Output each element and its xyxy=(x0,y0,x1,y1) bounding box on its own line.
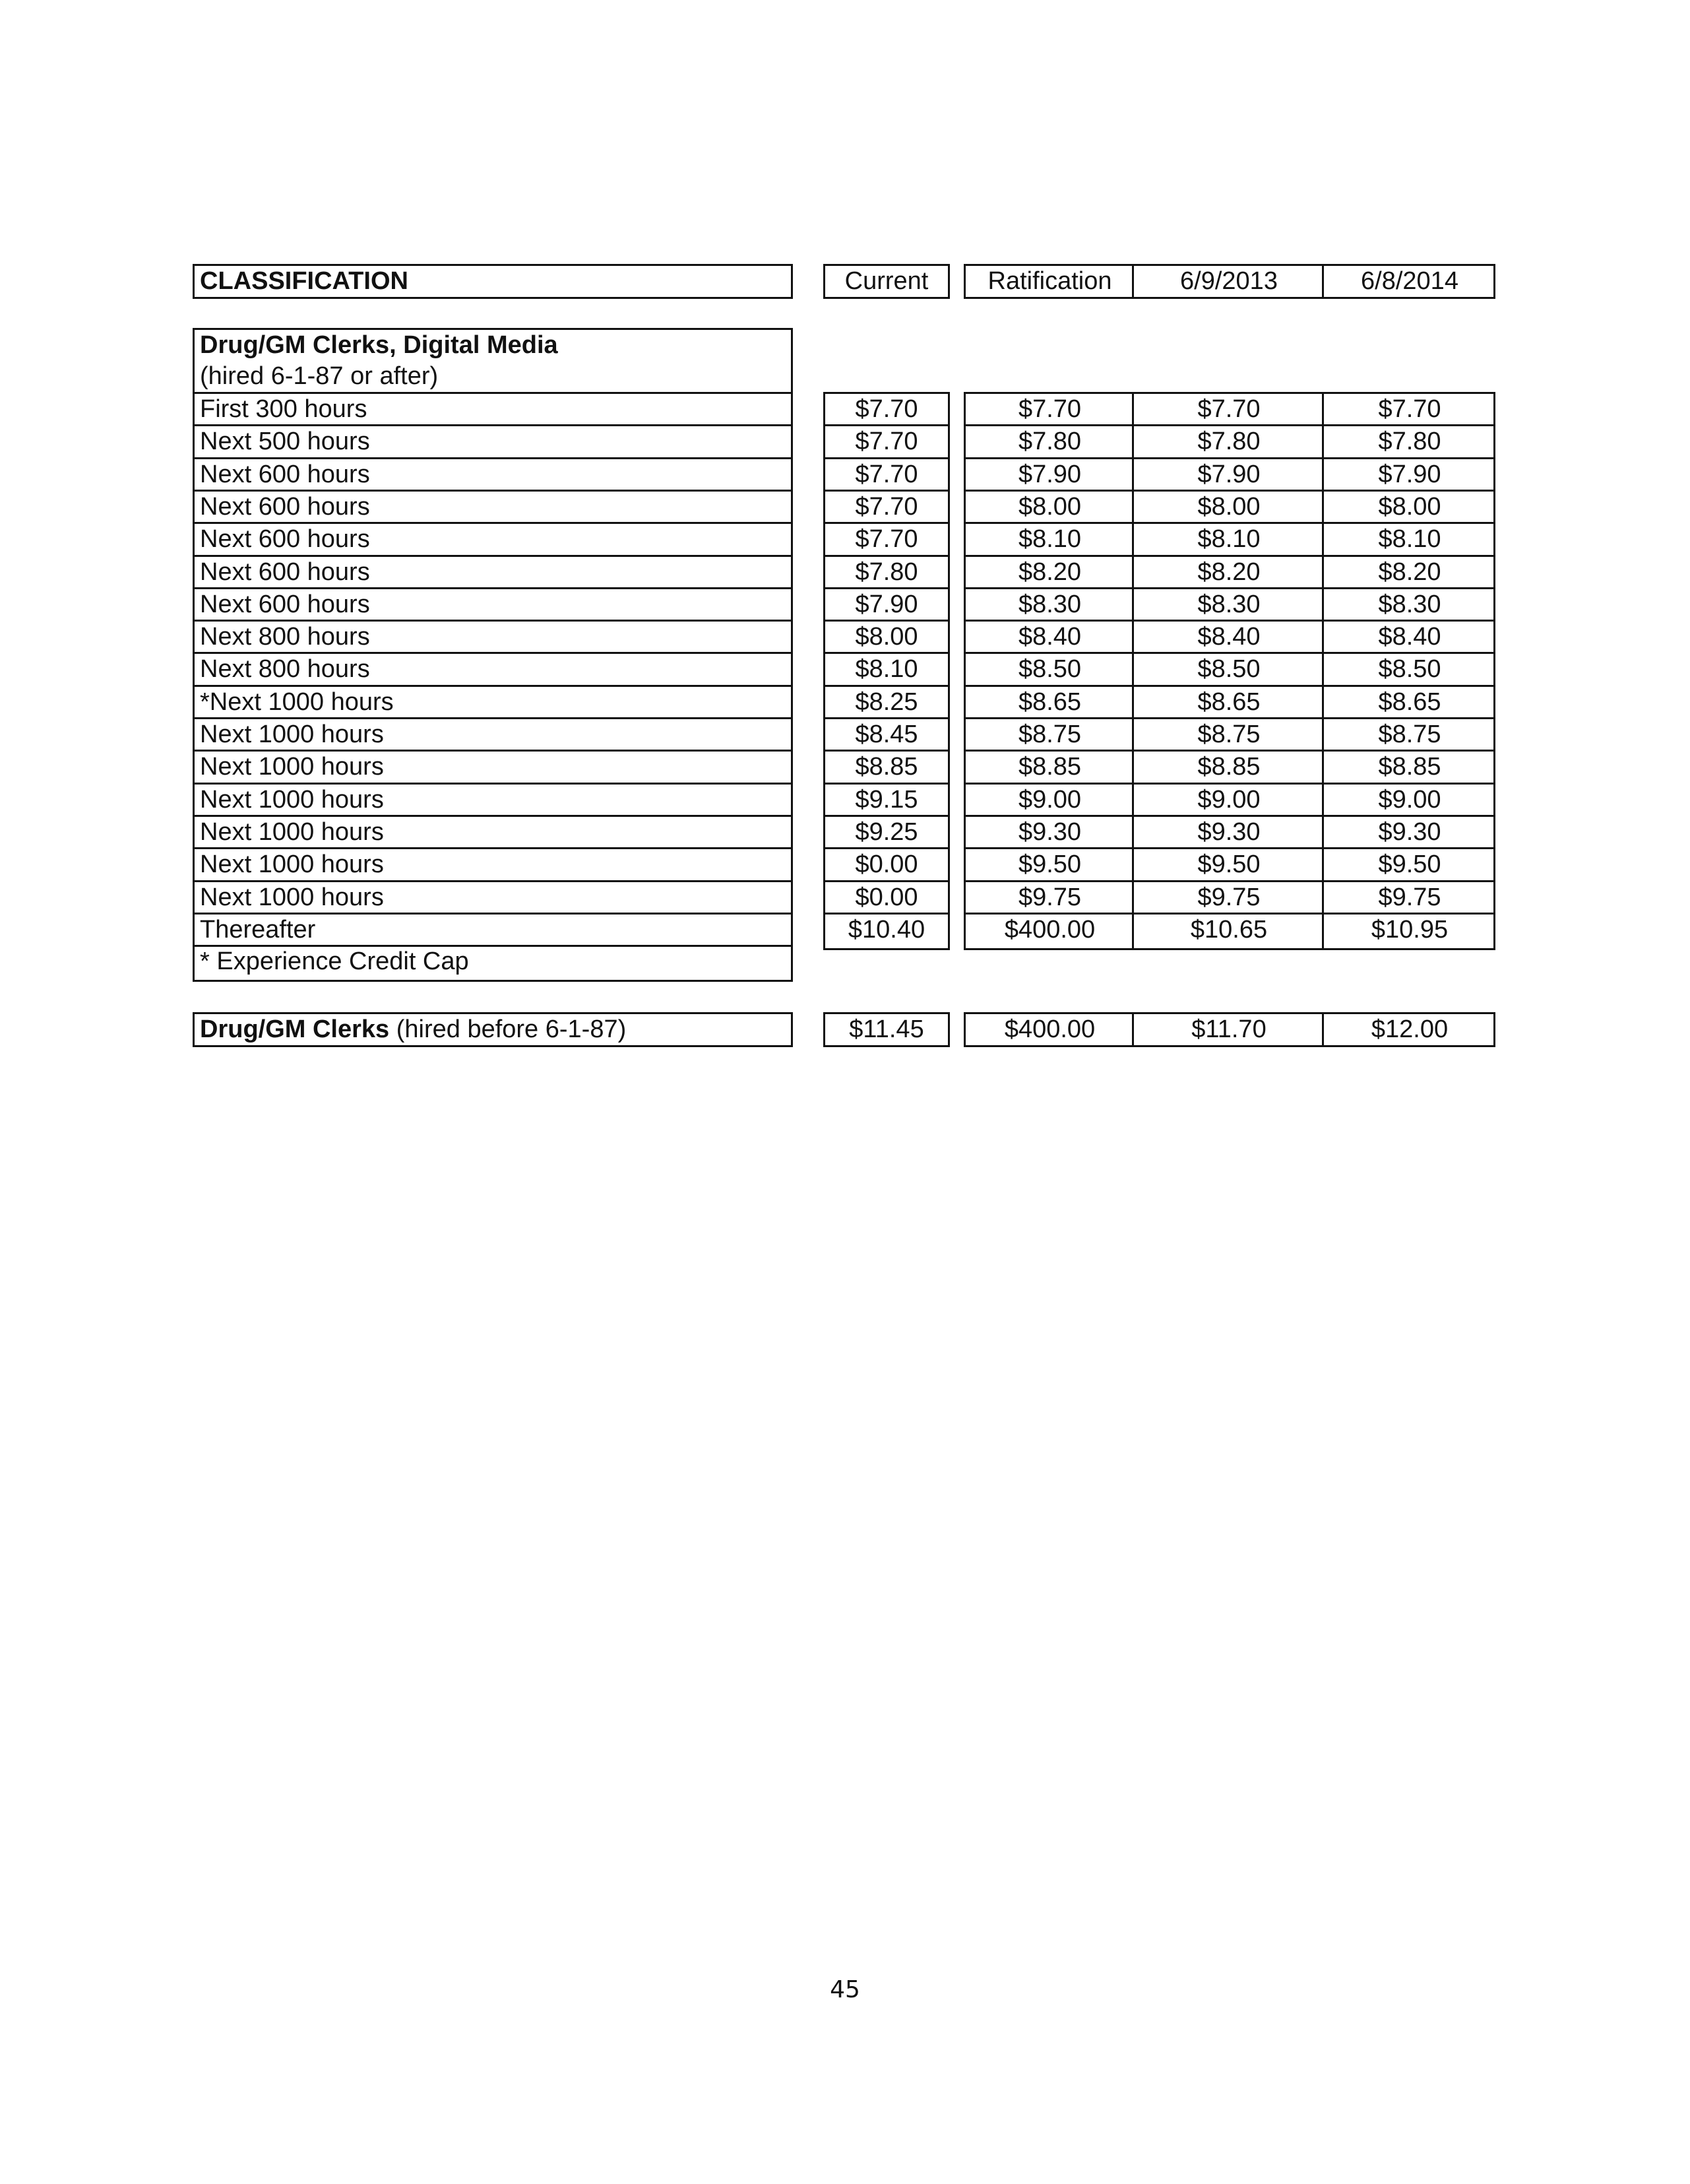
column-divider xyxy=(1322,1014,1324,1045)
rate-row-label: Next 1000 hours xyxy=(200,818,384,846)
rate-2013-value: $9.50 xyxy=(1197,851,1261,878)
current-rate-value: $8.10 xyxy=(855,655,918,683)
current-rate-value: $0.00 xyxy=(855,883,918,911)
group2-title-rest: (hired before 6-1-87) xyxy=(389,1015,627,1043)
rate-2014-value: $8.30 xyxy=(1378,591,1441,618)
rate-2014-value: $8.50 xyxy=(1378,655,1441,683)
current-rate-value: $7.70 xyxy=(855,493,918,521)
classification-header-box xyxy=(193,264,793,299)
rate-2014-value: $7.90 xyxy=(1378,461,1441,488)
date-2013-header: 6/9/2013 xyxy=(1180,267,1278,295)
rate-row-label: Next 600 hours xyxy=(200,591,370,618)
current-rate-value: $0.00 xyxy=(855,851,918,878)
current-rate-value: $7.70 xyxy=(855,525,918,553)
rate-2014-value: $8.20 xyxy=(1378,558,1441,586)
rate-row-label: Next 600 hours xyxy=(200,461,370,488)
current-rate-value: $10.40 xyxy=(848,916,925,944)
rate-row-label: Next 600 hours xyxy=(200,558,370,586)
date-headers-box xyxy=(964,264,1495,299)
ratification-rate-value: $8.10 xyxy=(1018,525,1082,553)
rate-row-label: Next 800 hours xyxy=(200,623,370,651)
current-rate-value: $9.15 xyxy=(855,786,918,814)
ratification-rate-value: $400.00 xyxy=(1004,916,1096,944)
ratification-rate-value: $8.20 xyxy=(1018,558,1082,586)
group1-current-column xyxy=(823,392,950,950)
group1-title: Drug/GM Clerks, Digital Media xyxy=(200,331,558,359)
current-rate-value: $8.85 xyxy=(855,753,918,781)
rate-2013-value: $8.40 xyxy=(1197,623,1261,651)
rate-2014-value: $7.80 xyxy=(1378,428,1441,455)
ratification-rate-value: $9.75 xyxy=(1018,883,1082,911)
rate-row-label: Next 1000 hours xyxy=(200,851,384,878)
rate-2014-value: $8.75 xyxy=(1378,721,1441,748)
rate-2013-value: $8.85 xyxy=(1197,753,1261,781)
rate-row-label: Next 1000 hours xyxy=(200,883,384,911)
ratification-rate-value: $8.85 xyxy=(1018,753,1082,781)
ratification-rate-value: $7.80 xyxy=(1018,428,1082,455)
group2-current-box xyxy=(823,1012,950,1047)
rate-2013-value: $7.90 xyxy=(1197,461,1261,488)
rate-2014-value: $9.75 xyxy=(1378,883,1441,911)
group2-date-box xyxy=(964,1012,1495,1047)
current-rate-value: $7.70 xyxy=(855,428,918,455)
group1-date-columns xyxy=(964,392,1495,950)
ratification-rate-value: $8.00 xyxy=(1018,493,1082,521)
rate-row-label: Next 1000 hours xyxy=(200,721,384,748)
rate-2013-value: $8.75 xyxy=(1197,721,1261,748)
classification-header: CLASSIFICATION xyxy=(200,267,408,295)
current-rate-value: $7.70 xyxy=(855,461,918,488)
current-rate-value: $8.25 xyxy=(855,688,918,716)
group2-label xyxy=(195,1014,791,1047)
group1-subtitle: (hired 6-1-87 or after) xyxy=(200,362,439,390)
ratification-rate-value: $8.65 xyxy=(1018,688,1082,716)
ratification-rate-value: $7.90 xyxy=(1018,461,1082,488)
ratification-rate-value: $8.75 xyxy=(1018,721,1082,748)
group1-label-column xyxy=(193,328,793,982)
rate-2013-value: $9.30 xyxy=(1197,818,1261,846)
rate-2014-value: $9.00 xyxy=(1378,786,1441,814)
current-rate-value: $8.45 xyxy=(855,721,918,748)
rate-row-label: *Next 1000 hours xyxy=(200,688,394,716)
ratification-rate-value: $8.30 xyxy=(1018,591,1082,618)
page-number: 45 xyxy=(830,1976,860,2003)
rate-2014-value: $8.00 xyxy=(1378,493,1441,521)
rate-2014-value: $9.50 xyxy=(1378,851,1441,878)
group2-title-bold: Drug/GM Clerks xyxy=(200,1015,390,1043)
rate-2013-value: $9.00 xyxy=(1197,786,1261,814)
rate-2013-value: $8.65 xyxy=(1197,688,1261,716)
rate-row-label: Next 500 hours xyxy=(200,428,370,455)
rate-2013-value: $8.50 xyxy=(1197,655,1261,683)
rate-row-label: Next 1000 hours xyxy=(200,786,384,814)
column-divider xyxy=(1132,1014,1134,1045)
header-divider xyxy=(1322,266,1324,297)
date-2014-header: 6/8/2014 xyxy=(1361,267,1458,295)
rate-2014-value: $8.85 xyxy=(1378,753,1441,781)
rate-2014-value: $8.10 xyxy=(1378,525,1441,553)
ratification-rate-value: $8.50 xyxy=(1018,655,1082,683)
ratification-rate-value: $9.30 xyxy=(1018,818,1082,846)
rate-2014-value: $8.40 xyxy=(1378,623,1441,651)
group2-current-value: $11.45 xyxy=(849,1015,924,1043)
ratification-rate-value: $9.00 xyxy=(1018,786,1082,814)
rate-2013-value: $8.10 xyxy=(1197,525,1261,553)
current-rate-value: $8.00 xyxy=(855,623,918,651)
rate-2013-value: $10.65 xyxy=(1190,916,1268,944)
ratification-rate-value: $7.70 xyxy=(1018,395,1082,423)
current-rate-value: $7.80 xyxy=(855,558,918,586)
rate-2013-value: $8.30 xyxy=(1197,591,1261,618)
rate-2014-value: $7.70 xyxy=(1378,395,1441,423)
rate-2014-value: $10.95 xyxy=(1371,916,1449,944)
group2-2013-value: $11.70 xyxy=(1191,1015,1267,1043)
current-rate-value: $7.90 xyxy=(855,591,918,618)
group2-label-box xyxy=(193,1012,793,1047)
group2-ratification-value: $400.00 xyxy=(1004,1015,1096,1043)
rate-row-label: Next 600 hours xyxy=(200,493,370,521)
group2-2014-value: $12.00 xyxy=(1371,1015,1449,1043)
header-divider xyxy=(1132,266,1134,297)
group1-footnote: * Experience Credit Cap xyxy=(200,947,469,975)
ratification-header: Ratification xyxy=(987,267,1112,295)
rate-2014-value: $9.30 xyxy=(1378,818,1441,846)
rate-2013-value: $8.20 xyxy=(1197,558,1261,586)
rate-2014-value: $8.65 xyxy=(1378,688,1441,716)
rate-2013-value: $7.70 xyxy=(1197,395,1261,423)
ratification-rate-value: $9.50 xyxy=(1018,851,1082,878)
current-header: Current xyxy=(844,267,929,295)
rate-row-label: Next 600 hours xyxy=(200,525,370,553)
ratification-rate-value: $8.40 xyxy=(1018,623,1082,651)
rate-2013-value: $9.75 xyxy=(1197,883,1261,911)
rate-row-label: Thereafter xyxy=(200,916,316,944)
current-header-box xyxy=(823,264,950,299)
rate-2013-value: $7.80 xyxy=(1197,428,1261,455)
current-rate-value: $7.70 xyxy=(855,395,918,423)
rate-row-label: Next 800 hours xyxy=(200,655,370,683)
rate-2013-value: $8.00 xyxy=(1197,493,1261,521)
rate-row-label: Next 1000 hours xyxy=(200,753,384,781)
current-rate-value: $9.25 xyxy=(855,818,918,846)
rate-row-label: First 300 hours xyxy=(200,395,367,423)
